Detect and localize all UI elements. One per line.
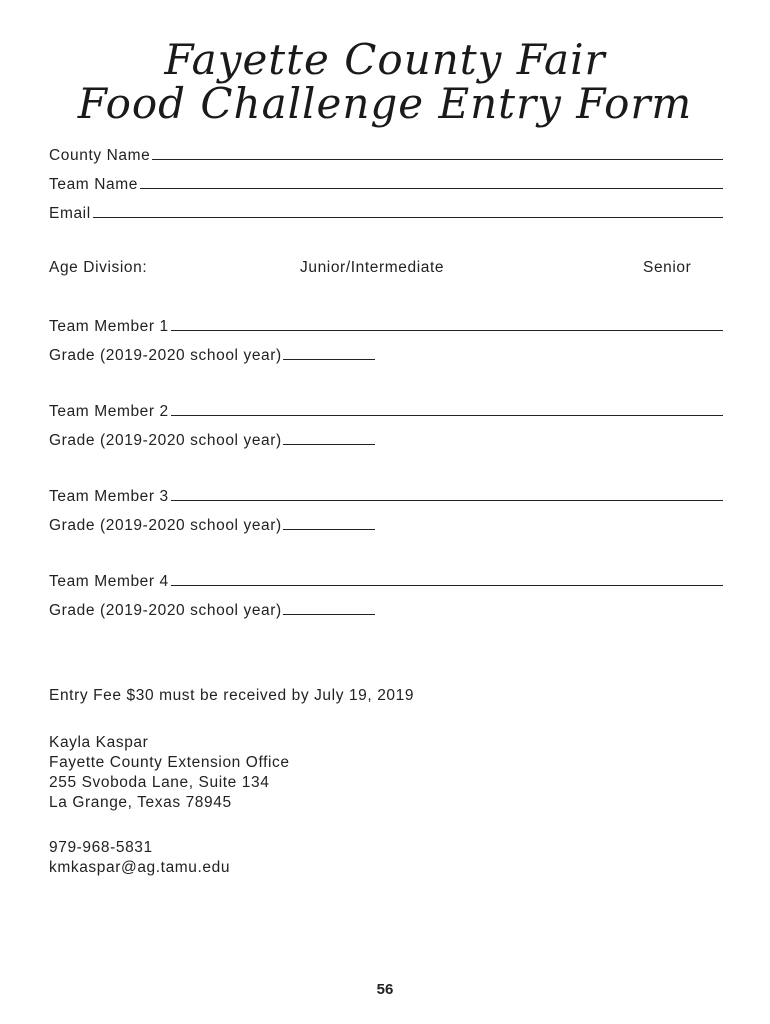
age-option-junior[interactable]: Junior/Intermediate — [300, 259, 445, 276]
team-member-2-field[interactable] — [49, 401, 723, 422]
contact-phone: 979-968-5831 — [49, 839, 153, 856]
grade-label: Grade (2019-2020 school year) — [49, 432, 282, 449]
team-member-2-label: Team Member 2 — [49, 403, 169, 420]
grade-blank[interactable] — [283, 515, 375, 530]
contact-city: La Grange, Texas 78945 — [49, 794, 232, 811]
age-option-senior[interactable]: Senior — [643, 259, 692, 276]
team-name-blank[interactable] — [140, 174, 723, 189]
contact-street: 255 Svoboda Lane, Suite 134 — [49, 774, 270, 791]
team-member-3-grade[interactable] — [49, 515, 375, 536]
team-member-2-blank[interactable] — [171, 401, 723, 416]
team-member-4-field[interactable] — [49, 571, 723, 592]
email-blank[interactable] — [93, 203, 723, 218]
grade-label: Grade (2019-2020 school year) — [49, 602, 282, 619]
contact-email[interactable]: kmkaspar@ag.tamu.edu — [49, 859, 231, 876]
team-name-field[interactable] — [49, 174, 723, 195]
team-member-4-label: Team Member 4 — [49, 573, 169, 590]
team-member-1-label: Team Member 1 — [49, 318, 169, 335]
email-label: Email — [49, 205, 91, 222]
age-division-label: Age Division: — [49, 259, 148, 276]
county-name-field[interactable] — [49, 145, 723, 166]
county-name-blank[interactable] — [152, 145, 723, 160]
team-member-4-grade[interactable] — [49, 600, 375, 621]
team-member-4-blank[interactable] — [171, 571, 723, 586]
page-number: 56 — [376, 981, 394, 998]
grade-blank[interactable] — [283, 600, 375, 615]
grade-label: Grade (2019-2020 school year) — [49, 347, 282, 364]
contact-office: Fayette County Extension Office — [49, 754, 290, 771]
team-member-1-blank[interactable] — [171, 316, 723, 331]
team-member-3-field[interactable] — [49, 486, 723, 507]
contact-info — [49, 838, 230, 878]
county-name-label: County Name — [49, 147, 151, 164]
form-title-line2: Food Challenge Entry Form — [77, 79, 693, 128]
team-member-1-field[interactable] — [49, 316, 723, 337]
entry-fee-note: Entry Fee $30 must be received by July 19, 2019 — [49, 687, 415, 704]
grade-blank[interactable] — [283, 345, 375, 360]
contact-address — [49, 733, 290, 813]
team-member-1-grade[interactable] — [49, 345, 375, 366]
team-member-2-grade[interactable] — [49, 430, 375, 451]
grade-blank[interactable] — [283, 430, 375, 445]
contact-name: Kayla Kaspar — [49, 734, 149, 751]
form-title-line1: Fayette County Fair — [164, 35, 606, 84]
team-name-label: Team Name — [49, 176, 138, 193]
team-member-3-blank[interactable] — [171, 486, 723, 501]
team-member-3-label: Team Member 3 — [49, 488, 169, 505]
grade-label: Grade (2019-2020 school year) — [49, 517, 282, 534]
email-field[interactable] — [49, 203, 723, 224]
